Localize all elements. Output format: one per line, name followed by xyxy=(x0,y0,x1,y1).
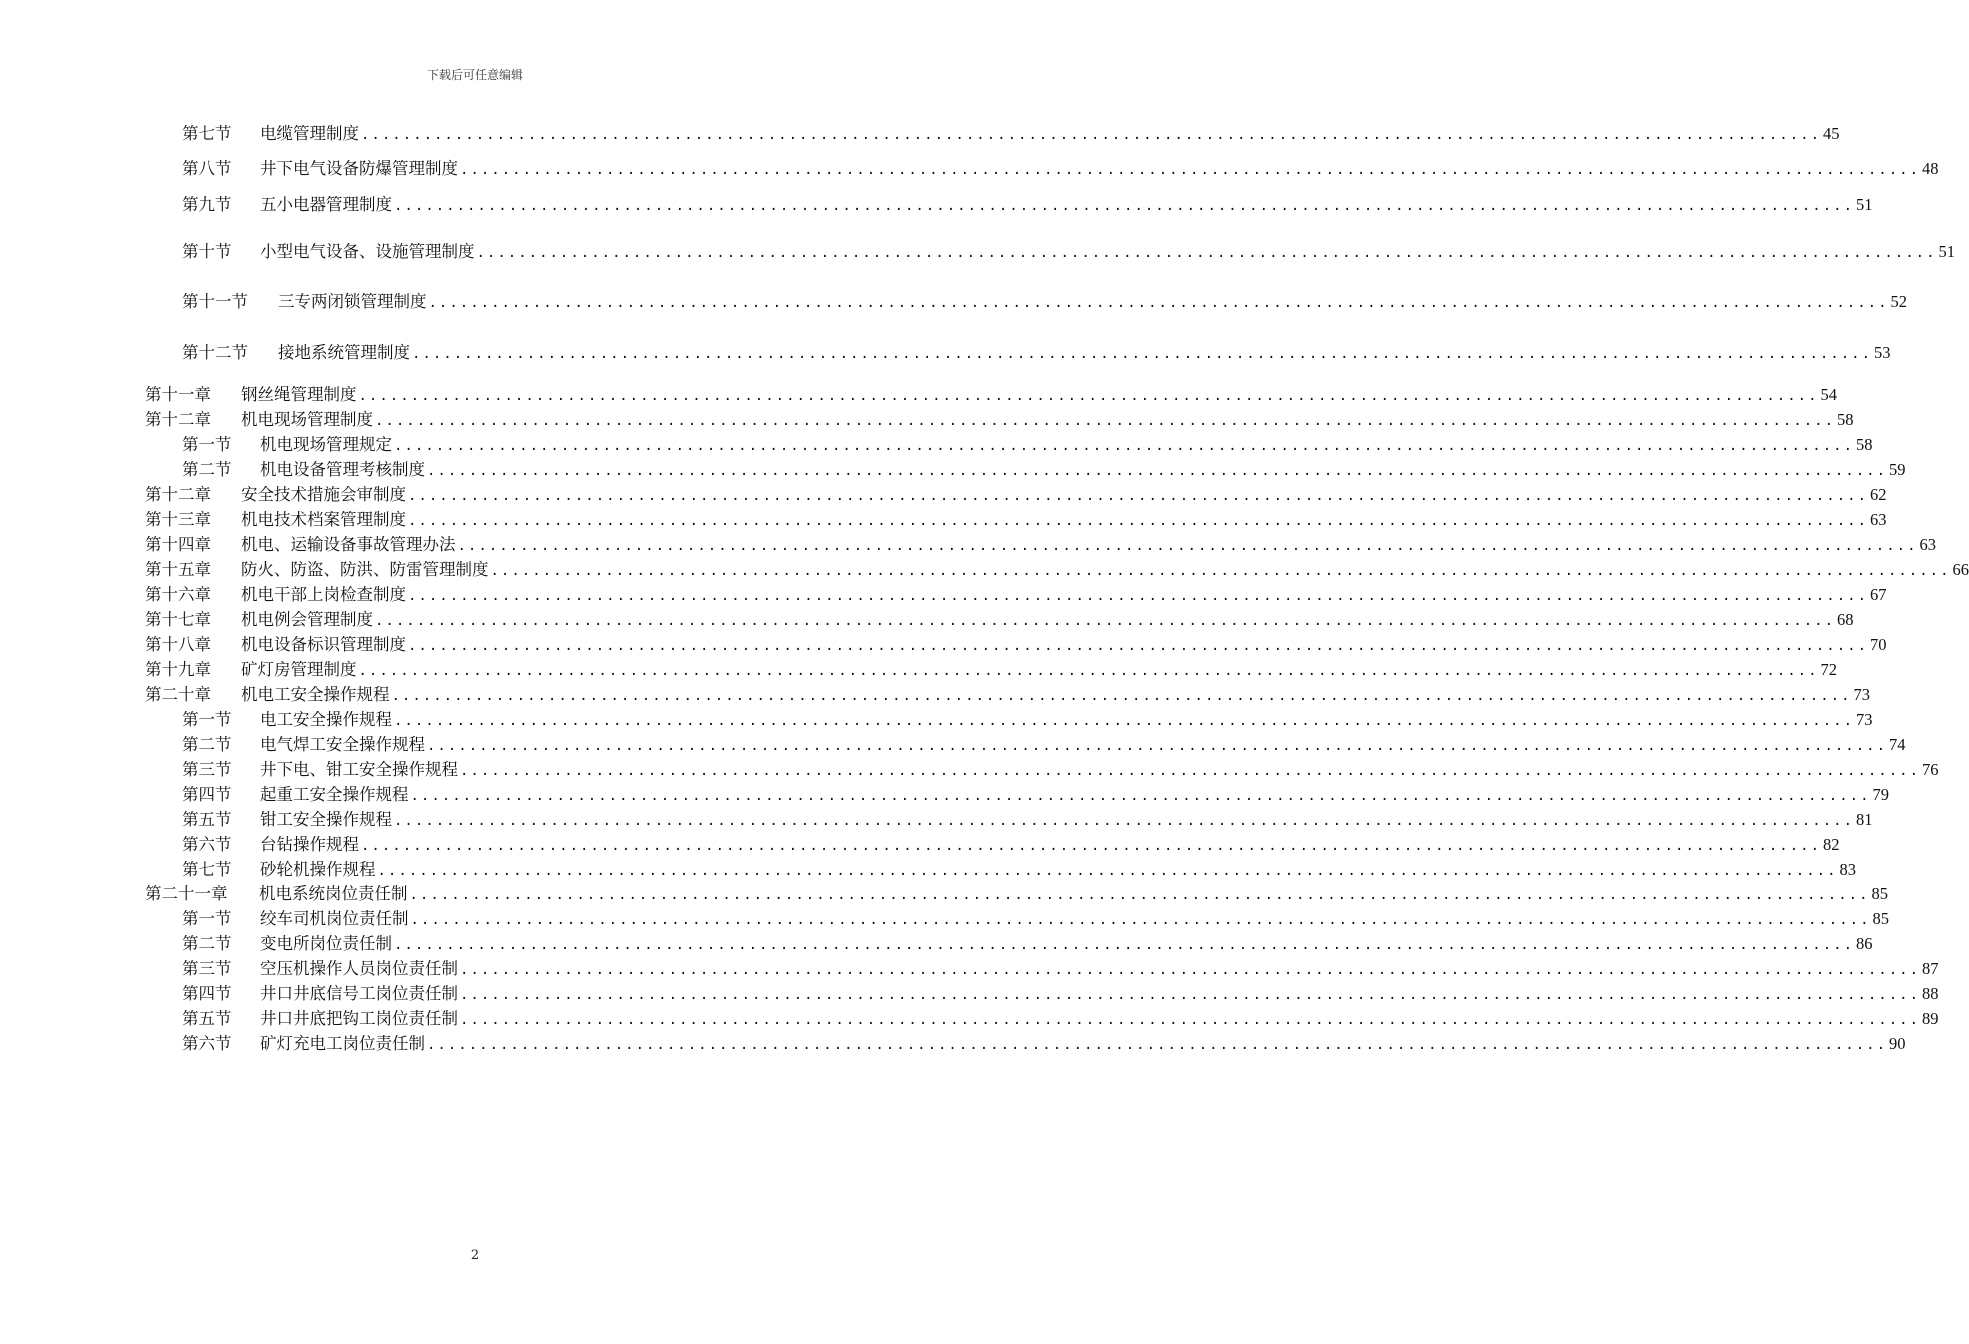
toc-dot-leader: ............................................................................................................................................ xyxy=(408,588,1869,604)
toc-entry-title: 机电技术档案管理制度 xyxy=(241,510,406,529)
toc-dot-leader: ............................................................................................................................................ xyxy=(410,788,1871,804)
toc-dot-leader: ............................................................................................................................................ xyxy=(375,613,1836,629)
toc-entry-title: 五小电器管理制度 xyxy=(260,195,392,214)
toc-entry[interactable] xyxy=(182,784,1890,806)
toc-entry-page: 54 xyxy=(1820,385,1838,404)
toc-dot-leader: ............................................................................................................................................ xyxy=(409,887,1870,903)
toc-entry-page: 68 xyxy=(1837,610,1854,629)
page-header: 下载后可任意编辑 xyxy=(426,68,523,82)
toc-entry[interactable] xyxy=(182,434,1873,456)
toc-entry-page: 51 xyxy=(1938,242,1956,261)
toc-entry-number: 第五节 xyxy=(182,1009,232,1028)
toc-dot-leader: ............................................................................................................................................ xyxy=(460,162,1921,178)
toc-entry-title: 台钻操作规程 xyxy=(260,835,359,854)
toc-entry[interactable] xyxy=(182,958,1939,980)
toc-entry-title: 机电现场管理制度 xyxy=(241,410,373,429)
toc-entry[interactable] xyxy=(182,1008,1939,1030)
toc-entry-number: 第十三章 xyxy=(145,510,211,529)
toc-entry[interactable] xyxy=(182,342,1891,364)
toc-entry-number: 第十八章 xyxy=(145,635,211,654)
toc-entry[interactable] xyxy=(182,123,1840,145)
toc-entry[interactable] xyxy=(182,709,1873,731)
toc-entry-page: 85 xyxy=(1871,884,1889,903)
toc-entry-number: 第三节 xyxy=(182,959,232,978)
toc-dot-leader: ............................................................................................................................................ xyxy=(394,937,1855,953)
toc-dot-leader: ............................................................................................................................................ xyxy=(427,463,1888,479)
toc-dot-leader: ............................................................................................................................................ xyxy=(391,688,1852,704)
toc-dot-leader: ............................................................................................................................................ xyxy=(490,563,1951,579)
toc-dot-leader: ............................................................................................................................................ xyxy=(394,198,1855,214)
toc-entry[interactable] xyxy=(182,859,1857,881)
toc-entry-title: 钢丝绳管理制度 xyxy=(241,385,357,404)
toc-entry-title: 电工安全操作规程 xyxy=(260,710,392,729)
toc-entry-page: 48 xyxy=(1922,159,1939,178)
toc-entry-number: 第四节 xyxy=(182,785,232,804)
toc-entry-number: 第十一节 xyxy=(182,292,248,311)
toc-entry[interactable] xyxy=(182,241,1956,263)
toc-entry-title: 绞车司机岗位责任制 xyxy=(260,909,409,928)
toc-entry[interactable] xyxy=(145,584,1887,606)
toc-dot-leader: ............................................................................................................................................ xyxy=(375,413,1836,429)
toc-entry-title: 井口井底把钩工岗位责任制 xyxy=(260,1009,458,1028)
toc-dot-leader: ............................................................................................................................................ xyxy=(408,488,1869,504)
toc-entry-title: 钳工安全操作规程 xyxy=(260,810,392,829)
toc-entry[interactable] xyxy=(145,384,1838,406)
toc-entry-number: 第二节 xyxy=(182,735,232,754)
toc-entry-number: 第一节 xyxy=(182,710,232,729)
toc-entry-number: 第十节 xyxy=(182,242,232,261)
toc-dot-leader: ............................................................................................................................................ xyxy=(377,863,1838,879)
toc-entry-page: 82 xyxy=(1823,835,1840,854)
toc-entry-title: 机电系统岗位责任制 xyxy=(259,884,408,903)
toc-entry-page: 52 xyxy=(1890,292,1908,311)
toc-entry-number: 第六节 xyxy=(182,835,232,854)
toc-entry[interactable] xyxy=(145,509,1887,531)
toc-dot-leader: ............................................................................................................................................ xyxy=(410,912,1871,928)
toc-dot-leader: ............................................................................................................................................ xyxy=(412,346,1873,362)
toc-entry-page: 67 xyxy=(1870,585,1887,604)
toc-entry-page: 90 xyxy=(1889,1034,1906,1053)
toc-entry-title: 机电工安全操作规程 xyxy=(241,685,390,704)
toc-entry-title: 砂轮机操作规程 xyxy=(260,860,376,879)
toc-entry-page: 89 xyxy=(1922,1009,1939,1028)
toc-entry[interactable] xyxy=(182,809,1873,831)
toc-entry-page: 63 xyxy=(1919,535,1937,554)
toc-entry-number: 第十二章 xyxy=(145,485,211,504)
toc-entry-number: 第十二章 xyxy=(145,410,211,429)
toc-dot-leader: ............................................................................................................................................ xyxy=(394,438,1855,454)
toc-entry-number: 第一节 xyxy=(182,909,232,928)
toc-entry-title: 机电、运输设备事故管理办法 xyxy=(241,535,456,554)
toc-entry[interactable] xyxy=(145,409,1854,431)
toc-entry-number: 第一节 xyxy=(182,435,232,454)
toc-entry-title: 接地系统管理制度 xyxy=(278,343,410,362)
toc-entry-page: 58 xyxy=(1837,410,1854,429)
toc-entry-number: 第八节 xyxy=(182,159,232,178)
toc-entry[interactable] xyxy=(182,933,1873,955)
toc-entry[interactable] xyxy=(145,684,1871,706)
toc-entry-title: 电气焊工安全操作规程 xyxy=(260,735,425,754)
toc-entry-number: 第十一章 xyxy=(145,385,211,404)
toc-entry-title: 安全技术措施会审制度 xyxy=(241,485,406,504)
toc-entry[interactable] xyxy=(182,194,1873,216)
toc-entry-page: 53 xyxy=(1874,343,1891,362)
toc-dot-leader: ............................................................................................................................................ xyxy=(427,1037,1888,1053)
toc-entry-page: 73 xyxy=(1856,710,1873,729)
toc-entry[interactable] xyxy=(182,734,1906,756)
toc-dot-leader: ............................................................................................................................................ xyxy=(358,388,1819,404)
toc-entry-title: 三专两闭锁管理制度 xyxy=(278,292,427,311)
page-number: 2 xyxy=(470,1248,480,1263)
toc-entry[interactable] xyxy=(145,659,1838,681)
toc-entry-number: 第十五章 xyxy=(145,560,211,579)
toc-dot-leader: ............................................................................................................................................ xyxy=(358,663,1819,679)
toc-entry-number: 第四节 xyxy=(182,984,232,1003)
toc-entry-number: 第二节 xyxy=(182,460,232,479)
toc-entry-page: 62 xyxy=(1870,485,1887,504)
toc-entry[interactable] xyxy=(182,1033,1906,1055)
toc-entry-page: 87 xyxy=(1922,959,1939,978)
toc-entry[interactable] xyxy=(145,484,1887,506)
toc-entry-page: 81 xyxy=(1856,810,1873,829)
toc-entry-number: 第二节 xyxy=(182,934,232,953)
toc-entry[interactable] xyxy=(182,459,1906,481)
toc-dot-leader: ............................................................................................................................................ xyxy=(428,295,1889,311)
toc-entry-page: 76 xyxy=(1922,760,1939,779)
toc-entry[interactable] xyxy=(145,634,1887,656)
toc-entry-title: 机电现场管理规定 xyxy=(260,435,392,454)
toc-entry-number: 第十七章 xyxy=(145,610,211,629)
toc-entry[interactable] xyxy=(145,559,1969,581)
toc-dot-leader: ............................................................................................................................................ xyxy=(460,1012,1921,1028)
toc-entry-page: 88 xyxy=(1922,984,1939,1003)
toc-dot-leader: ............................................................................................................................................ xyxy=(394,713,1855,729)
toc-entry-page: 83 xyxy=(1839,860,1857,879)
toc-entry-number: 第七节 xyxy=(182,860,232,879)
toc-entry-title: 井口井底信号工岗位责任制 xyxy=(260,984,458,1003)
toc-entry[interactable] xyxy=(182,291,1908,313)
toc-entry[interactable] xyxy=(182,908,1890,930)
toc-entry-page: 63 xyxy=(1870,510,1887,529)
toc-entry-number: 第五节 xyxy=(182,810,232,829)
toc-dot-leader: ............................................................................................................................................ xyxy=(427,738,1888,754)
toc-entry-title: 电缆管理制度 xyxy=(260,124,359,143)
toc-dot-leader: ............................................................................................................................................ xyxy=(460,962,1921,978)
toc-entry-number: 第十二节 xyxy=(182,343,248,362)
toc-entry-title: 空压机操作人员岗位责任制 xyxy=(260,959,458,978)
toc-entry-number: 第十四章 xyxy=(145,535,211,554)
toc-entry-page: 79 xyxy=(1872,785,1890,804)
toc-dot-leader: ............................................................................................................................................ xyxy=(476,245,1937,261)
toc-entry-page: 74 xyxy=(1889,735,1906,754)
toc-entry-title: 变电所岗位责任制 xyxy=(260,934,392,953)
toc-entry-number: 第十九章 xyxy=(145,660,211,679)
toc-entry-page: 85 xyxy=(1872,909,1890,928)
toc-entry-number: 第九节 xyxy=(182,195,232,214)
toc-entry-number: 第二十一章 xyxy=(145,884,228,903)
toc-entry-title: 机电例会管理制度 xyxy=(241,610,373,629)
toc-entry-page: 66 xyxy=(1952,560,1969,579)
toc-dot-leader: ............................................................................................................................................ xyxy=(361,127,1822,143)
toc-entry-title: 小型电气设备、设施管理制度 xyxy=(260,242,475,261)
toc-entry-title: 防火、防盗、防洪、防雷管理制度 xyxy=(241,560,489,579)
toc-dot-leader: ............................................................................................................................................ xyxy=(457,538,1918,554)
toc-entry-title: 起重工安全操作规程 xyxy=(260,785,409,804)
toc-entry-number: 第七节 xyxy=(182,124,232,143)
toc-entry-title: 机电设备管理考核制度 xyxy=(260,460,425,479)
toc-entry[interactable] xyxy=(182,158,1939,180)
toc-dot-leader: ............................................................................................................................................ xyxy=(408,638,1869,654)
toc-dot-leader: ............................................................................................................................................ xyxy=(394,813,1855,829)
toc-entry-title: 机电设备标识管理制度 xyxy=(241,635,406,654)
toc-entry-number: 第六节 xyxy=(182,1034,232,1053)
toc-entry-page: 72 xyxy=(1820,660,1838,679)
toc-entry[interactable] xyxy=(182,759,1939,781)
toc-dot-leader: ............................................................................................................................................ xyxy=(460,763,1921,779)
toc-entry-page: 73 xyxy=(1853,685,1871,704)
toc-entry-page: 51 xyxy=(1856,195,1873,214)
toc-entry-title: 机电干部上岗检查制度 xyxy=(241,585,406,604)
toc-entry[interactable] xyxy=(145,883,1889,905)
toc-entry-page: 45 xyxy=(1823,124,1840,143)
toc-entry-title: 矿灯房管理制度 xyxy=(241,660,357,679)
toc-entry[interactable] xyxy=(182,983,1939,1005)
toc-entry[interactable] xyxy=(145,609,1854,631)
toc-entry-page: 86 xyxy=(1856,934,1873,953)
toc-entry-title: 井下电气设备防爆管理制度 xyxy=(260,159,458,178)
toc-entry-number: 第二十章 xyxy=(145,685,211,704)
toc-entry-number: 第三节 xyxy=(182,760,232,779)
toc-dot-leader: ............................................................................................................................................ xyxy=(361,838,1822,854)
toc-entry-page: 59 xyxy=(1889,460,1906,479)
toc-entry-page: 70 xyxy=(1870,635,1887,654)
toc-dot-leader: ............................................................................................................................................ xyxy=(408,513,1869,529)
toc-dot-leader: ............................................................................................................................................ xyxy=(460,987,1921,1003)
toc-entry-title: 井下电、钳工安全操作规程 xyxy=(260,760,458,779)
toc-entry-number: 第十六章 xyxy=(145,585,211,604)
toc-entry[interactable] xyxy=(182,834,1840,856)
toc-entry[interactable] xyxy=(145,534,1937,556)
toc-entry-title: 矿灯充电工岗位责任制 xyxy=(260,1034,425,1053)
toc-entry-page: 58 xyxy=(1856,435,1873,454)
